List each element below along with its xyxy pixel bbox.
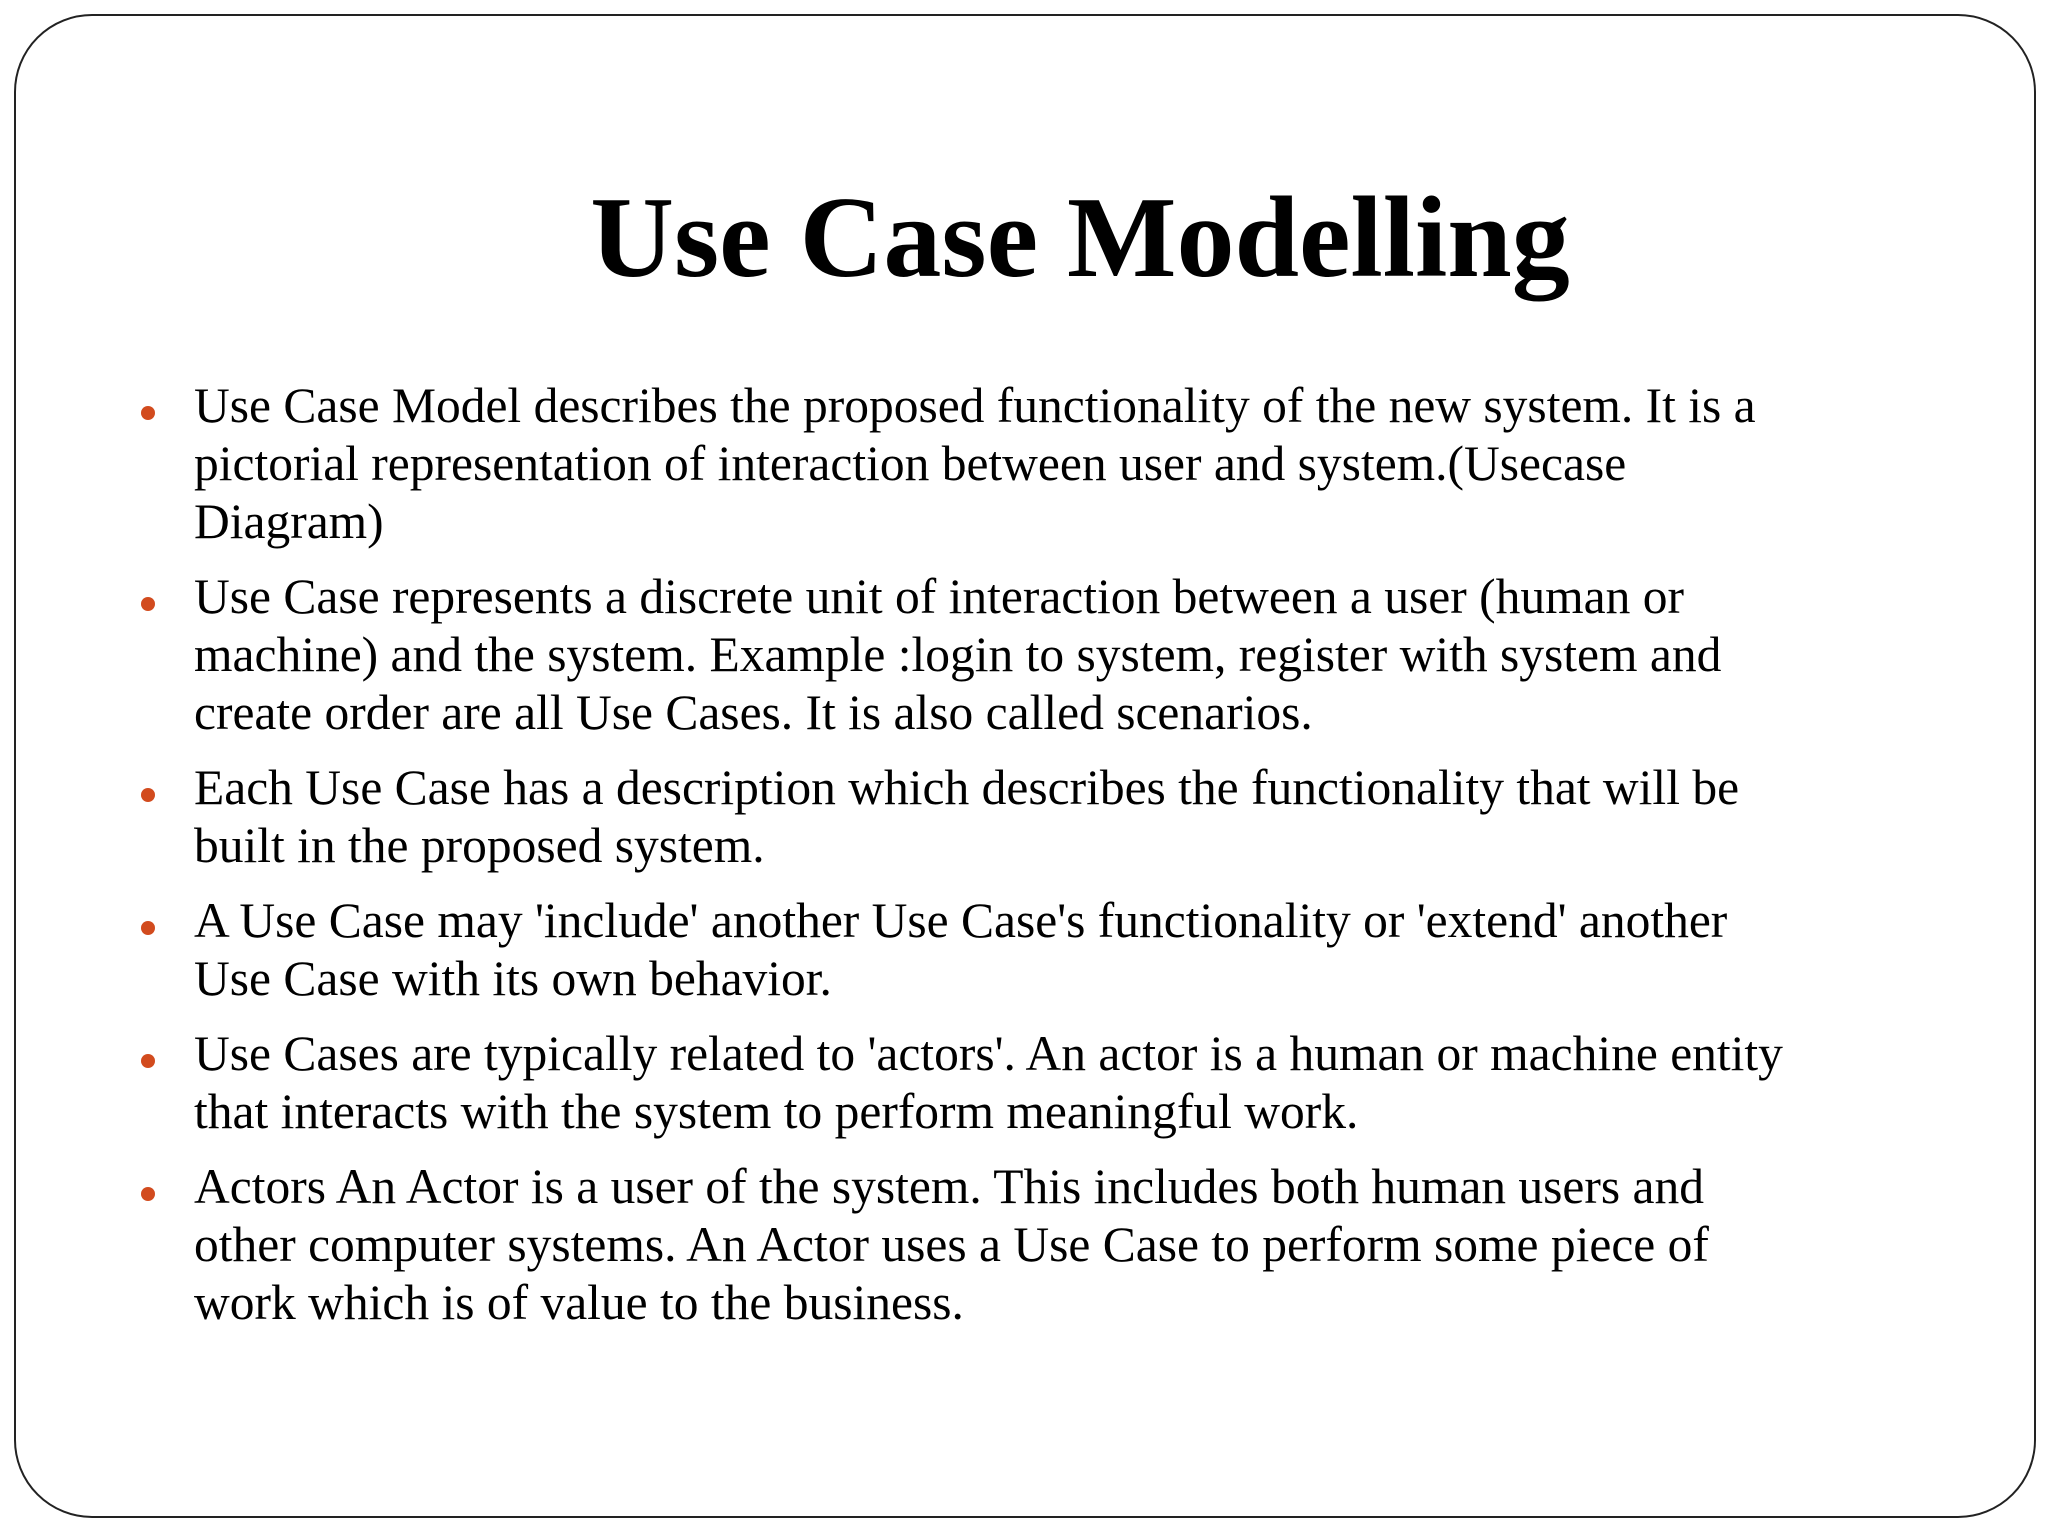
bullet-dot-icon <box>141 788 155 802</box>
bullet-item-4 <box>16 892 2038 1008</box>
bullet-item-3 <box>16 759 2038 875</box>
bullet-dot-icon <box>141 1054 155 1068</box>
bullet-dot-icon <box>141 406 155 420</box>
bullet-text-4: A Use Case may 'include' another Use Case's functionality or 'extend' another Use Case with its own behavior. <box>194 893 1728 1006</box>
slide-title: Use Case Modelling <box>590 174 1570 302</box>
bullet-text-1: Use Case Model describes the proposed functionality of the new system. It is a pictorial representation of interaction between user and system.(Usecase Diagram) <box>194 378 1756 549</box>
bullet-item-6 <box>16 1158 2038 1332</box>
bullet-text-2: Use Case represents a discrete unit of interaction between a user (human or machine) and the system. Example :login to system, register with system and create order are all Use Cases. It is also called scenarios. <box>194 569 1722 740</box>
bullet-text-5: Use Cases are typically related to 'actors'. An actor is a human or machine entity that interacts with the system to perform meaningful work. <box>194 1026 1783 1139</box>
bullet-dot-icon <box>141 597 155 611</box>
bullet-item-1 <box>16 377 2038 551</box>
slide <box>14 14 2036 1518</box>
bullet-dot-icon <box>141 1187 155 1201</box>
bullet-text-3: Each Use Case has a description which describes the functionality that will be built in the proposed system. <box>194 760 1740 873</box>
bullet-text-6: Actors An Actor is a user of the system. This includes both human users and other computer systems. An Actor uses a Use Case to perform some piece of work which is of value to the business. <box>194 1159 1709 1330</box>
bullet-dot-icon <box>141 921 155 935</box>
bullet-item-2 <box>16 568 2038 742</box>
bullet-list <box>16 377 2038 1349</box>
bullet-item-5 <box>16 1025 2038 1141</box>
